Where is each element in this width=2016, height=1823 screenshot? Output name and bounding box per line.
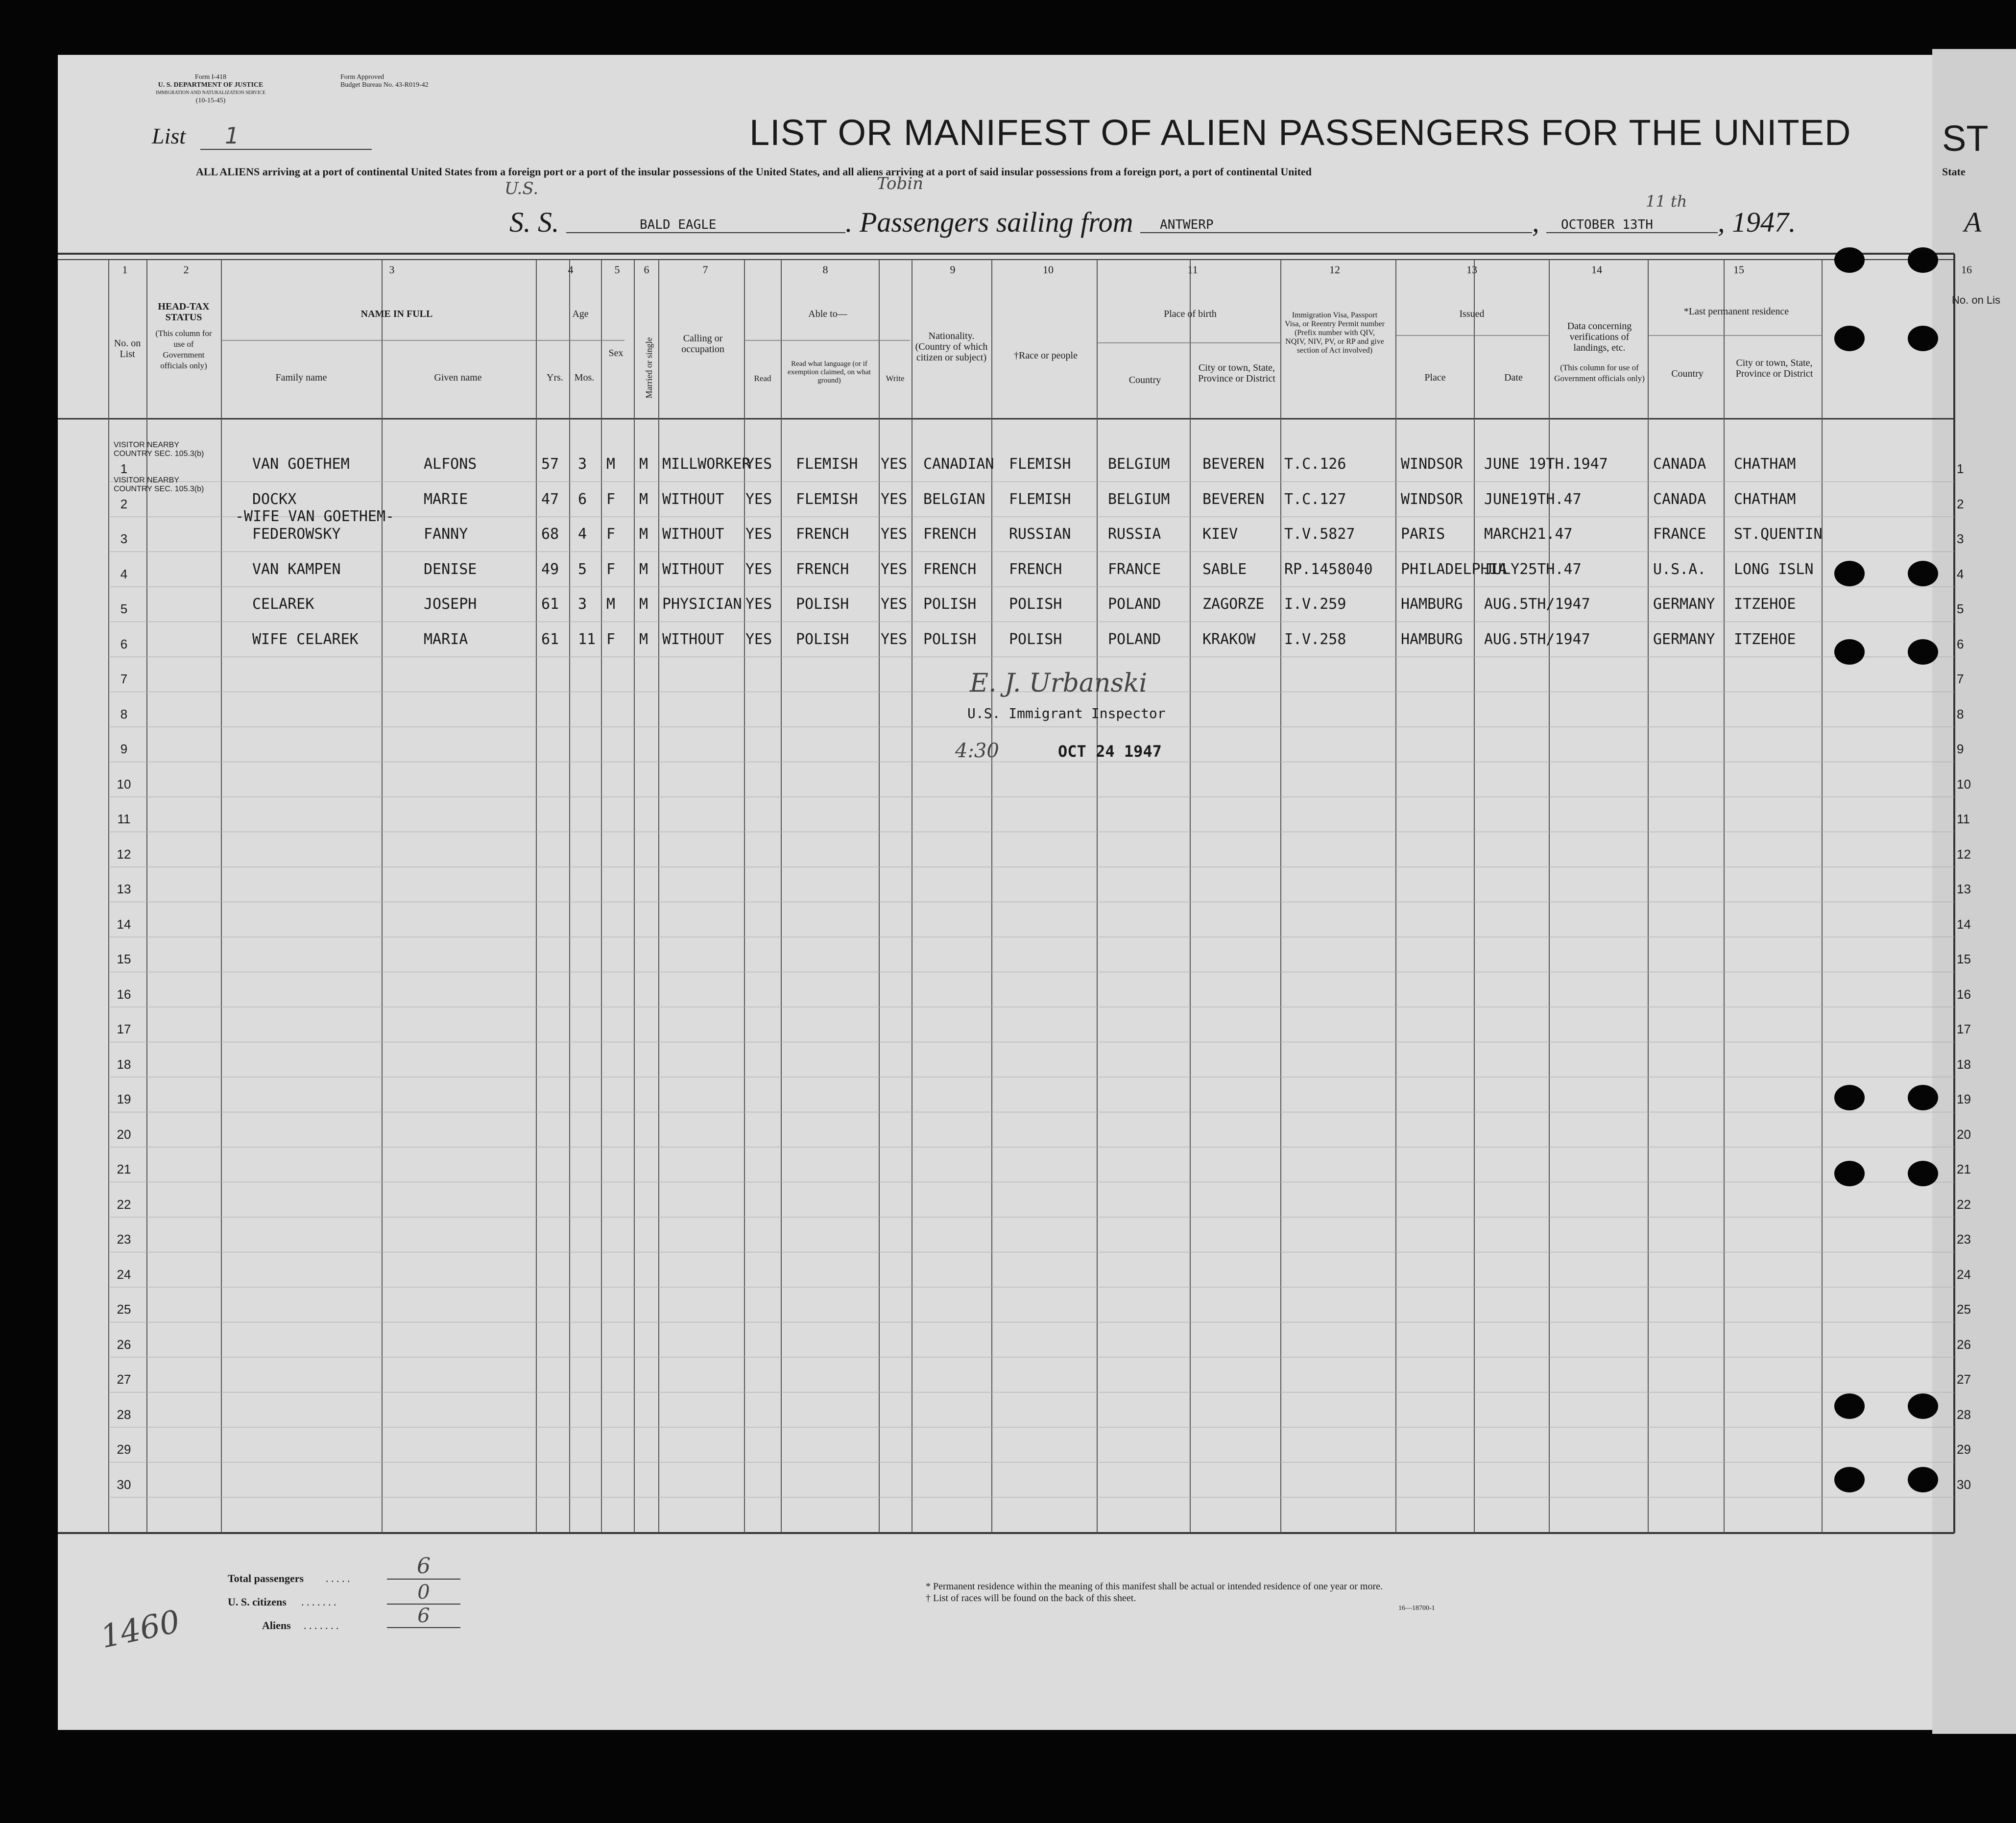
row-number: 13: [117, 882, 131, 896]
row-number-right: 28: [1957, 1407, 1971, 1422]
residence-country: U.S.A.: [1653, 560, 1706, 578]
birth-country: POLAND: [1108, 630, 1161, 648]
row-number-right: 27: [1957, 1372, 1971, 1387]
row-number-right: 9: [1957, 742, 1964, 756]
adjacent-no-on-list: No. on Lis: [1952, 294, 2001, 306]
col-num-12: 12: [1329, 264, 1340, 276]
occupation: WITHOUT: [662, 526, 724, 543]
residence-country: CANADA: [1653, 490, 1706, 508]
row-number: 9: [120, 742, 128, 756]
row-number: 15: [117, 952, 131, 966]
row-number: 3: [120, 531, 128, 546]
visa-number: I.V.259: [1284, 596, 1346, 613]
col-num-2: 2: [183, 264, 189, 276]
nationality: BELGIAN: [923, 490, 985, 508]
list-number: 1: [200, 122, 372, 150]
punch-hole: [1834, 247, 1865, 273]
col-num-14: 14: [1591, 264, 1602, 276]
given-name: MARIA: [424, 630, 468, 648]
col-num-13: 13: [1466, 264, 1477, 276]
hdr-nationality: Nationality. (Country of which citizen or subject): [915, 331, 988, 363]
marital-status: M: [639, 596, 648, 613]
family-name: VAN GOETHEM: [252, 456, 350, 473]
hdr-visa: Immigration Visa, Passport Visa, or Reentry Permit number (Prefix number with QIV, NQIV, NIV, PV, or RP and give section of Act involved): [1285, 311, 1385, 355]
col-num-10: 10: [1043, 264, 1054, 276]
row-number: 29: [117, 1442, 131, 1457]
row-number-right: 4: [1957, 566, 1964, 581]
list-number-line: List 1: [152, 122, 372, 150]
hdr-last-residence: *Last permanent residence: [1683, 306, 1789, 317]
row-number: 5: [120, 601, 128, 616]
hdr-sex: Sex: [608, 348, 624, 359]
race: POLISH: [1009, 596, 1062, 613]
page-title-cut: ST: [1942, 118, 1989, 159]
col-num-15: 15: [1733, 264, 1744, 276]
hdr-name-in-full: NAME IN FULL: [360, 309, 433, 319]
can-write: YES: [881, 560, 908, 578]
hdr-family-name: Family name: [275, 372, 327, 383]
visa-number: T.C.126: [1284, 456, 1346, 473]
read-language: FLEMISH: [796, 490, 858, 508]
row-number: 1: [120, 461, 128, 476]
read-language: FRENCH: [796, 526, 849, 543]
issued-place: PARIS: [1401, 526, 1445, 543]
marital-status: M: [639, 456, 648, 473]
residence-city: ITZEHOE: [1734, 596, 1796, 613]
hdr-res-city: City or town, State, Province or District: [1735, 358, 1813, 379]
hdr-yrs: Yrs.: [547, 372, 563, 383]
occupation: WITHOUT: [662, 560, 724, 578]
hdr-age: Age: [572, 309, 589, 319]
race: RUSSIAN: [1009, 526, 1071, 543]
age-years: 68: [541, 526, 559, 543]
row-number-right: 5: [1957, 601, 1964, 616]
row-number-right: 7: [1957, 672, 1964, 686]
col-num-7: 7: [702, 264, 708, 276]
birth-city: SABLE: [1202, 560, 1247, 578]
issued-date: JUNE19TH.47: [1484, 490, 1582, 508]
hdr-read-language: Read what language (or if exemption claimed, on what ground): [788, 360, 871, 384]
punch-hole: [1834, 1467, 1865, 1492]
head-tax-status: VISITOR NEARBY COUNTRY SEC. 105.3(b): [114, 476, 204, 493]
residence-city: LONG ISLN: [1734, 560, 1814, 578]
family-name: WIFE CELAREK: [252, 630, 359, 648]
occupation: WITHOUT: [662, 630, 724, 648]
col-num-4: 4: [568, 264, 574, 276]
inspector-time: 4:30: [955, 740, 999, 762]
marital-status: M: [639, 560, 648, 578]
hdr-given-name: Given name: [434, 372, 482, 383]
row-number-right: 15: [1957, 952, 1971, 966]
aliens-dots: . . . . . . .: [304, 1619, 339, 1631]
ship-name: BALD EAGLE: [566, 217, 845, 233]
punch-hole: [1834, 561, 1865, 586]
occupation: PHYSICIAN: [662, 596, 742, 613]
hdr-res-country: Country: [1671, 368, 1704, 379]
race: FLEMISH: [1009, 490, 1071, 508]
residence-country: CANADA: [1653, 456, 1706, 473]
row-number: 12: [117, 846, 131, 862]
col-num-16: 16: [1961, 264, 1972, 276]
hdr-verifications: Data concerning verifications of landings, etc.: [1567, 321, 1632, 353]
row-number-right: 22: [1957, 1197, 1971, 1212]
row-number-right: 8: [1957, 706, 1964, 721]
birth-city: BEVEREN: [1202, 490, 1265, 508]
row-number: 11: [117, 812, 131, 826]
col-num-5: 5: [614, 264, 620, 276]
read-language: POLISH: [796, 596, 849, 613]
page-title: LIST OR MANIFEST OF ALIEN PASSENGERS FOR THE UNITED: [749, 112, 1851, 153]
hdr-issued-place: Place: [1424, 372, 1446, 383]
row-number: 27: [117, 1372, 131, 1387]
row-number-right: 3: [1957, 531, 1964, 546]
total-passengers-value: 6: [387, 1554, 460, 1580]
given-name: DENISE: [424, 560, 477, 578]
age-months: 11: [578, 630, 596, 648]
issued-date: AUG.5TH/1947: [1484, 596, 1590, 613]
footnote-races: † List of races will be found on the back of this sheet.: [926, 1593, 1136, 1604]
can-read: YES: [745, 526, 772, 543]
family-name: DOCKX: [252, 490, 297, 508]
row-number: 7: [120, 672, 128, 686]
row-number-right: 2: [1957, 496, 1964, 511]
given-name: FANNY: [424, 526, 468, 543]
departure-port: ANTWERP: [1140, 217, 1532, 233]
race: POLISH: [1009, 630, 1062, 648]
row-number-right: 6: [1957, 636, 1964, 651]
nationality: FRENCH: [923, 560, 977, 578]
row-number: 20: [117, 1127, 131, 1142]
form-identifier: Form I-418 U. S. DEPARTMENT OF JUSTICE IMMIGRATION AND NATURALIZATION SERVICE (10-15-45): [156, 73, 265, 104]
sex: F: [606, 630, 616, 648]
age-years: 47: [541, 490, 559, 508]
can-write: YES: [881, 526, 908, 543]
footnote-code: 16—18700-1: [1398, 1605, 1435, 1612]
can-read: YES: [745, 490, 772, 508]
subtitle: ALL ALIENS arriving at a port of continental United States from a foreign port or a port of the insular possessions of the United States, and all aliens arriving at a port of said insular possessions from a foreign port, a port of continental United: [196, 166, 1312, 178]
hdr-write: Write: [886, 374, 905, 383]
issued-date: JUNE 19TH.1947: [1484, 456, 1608, 473]
residence-city: CHATHAM: [1734, 490, 1796, 508]
given-name: JOSEPH: [424, 596, 477, 613]
issued-date: AUG.5TH/1947: [1484, 630, 1590, 648]
inspection-stamp-date: OCT 24 1947: [1058, 742, 1162, 761]
age-months: 6: [578, 490, 587, 508]
head-tax-status: VISITOR NEARBY COUNTRY SEC. 105.3(b): [114, 441, 204, 458]
row-number-right: 12: [1957, 846, 1971, 862]
us-citizens-value: 0: [387, 1581, 460, 1605]
row-number: 24: [117, 1267, 131, 1282]
row-number: 21: [117, 1162, 131, 1176]
hdr-issued: Issued: [1459, 309, 1485, 319]
sex: F: [606, 560, 616, 578]
issued-place: WINDSOR: [1401, 490, 1463, 508]
can-read: YES: [745, 596, 772, 613]
col-num-11: 11: [1187, 264, 1198, 276]
can-write: YES: [881, 596, 908, 613]
nationality: POLISH: [923, 630, 977, 648]
aliens-label: Aliens: [262, 1619, 291, 1631]
citizens-dots: . . . . . . .: [301, 1596, 336, 1608]
nationality: POLISH: [923, 596, 977, 613]
family-name: VAN KAMPEN: [252, 560, 341, 578]
us-citizens-label: U. S. citizens: [228, 1596, 287, 1608]
hdr-read: Read: [754, 374, 771, 383]
issued-place: HAMBURG: [1401, 596, 1463, 613]
sex: M: [606, 456, 616, 473]
row-number: 2: [120, 496, 128, 511]
row-number-right: 1: [1957, 461, 1964, 476]
aliens-value: 6: [387, 1605, 460, 1628]
issued-place: HAMBURG: [1401, 630, 1463, 648]
can-write: YES: [881, 630, 908, 648]
punch-hole: [1908, 1161, 1938, 1186]
hdr-head-tax: HEAD-TAX STATUS: [158, 301, 210, 323]
occupation: MILLWORKER: [662, 456, 751, 473]
age-years: 49: [541, 560, 559, 578]
birth-country: BELGIUM: [1108, 490, 1170, 508]
birth-country: RUSSIA: [1108, 526, 1161, 543]
residence-city: ST.QUENTIN: [1734, 526, 1823, 543]
punch-hole: [1908, 247, 1938, 273]
visa-number: T.C.127: [1284, 490, 1346, 508]
hdr-able-to: Able to—: [808, 309, 847, 319]
marital-status: M: [639, 630, 648, 648]
age-years: 61: [541, 596, 559, 613]
row-number: 25: [117, 1302, 131, 1317]
race: FLEMISH: [1009, 456, 1071, 473]
hdr-issued-date: Date: [1504, 372, 1523, 383]
row-number-right: 21: [1957, 1162, 1971, 1176]
total-passengers-label: Total passengers: [228, 1572, 304, 1584]
punch-hole: [1908, 561, 1938, 586]
marital-status: M: [639, 526, 648, 543]
col-num-9: 9: [950, 264, 956, 276]
can-read: YES: [745, 560, 772, 578]
row-number-right: 17: [1957, 1022, 1971, 1036]
col-num-3: 3: [389, 264, 395, 276]
row-number-right: 11: [1957, 812, 1970, 826]
age-years: 57: [541, 456, 559, 473]
punch-hole: [1908, 1085, 1938, 1110]
row-number: 16: [117, 986, 131, 1002]
visa-number: T.V.5827: [1284, 526, 1355, 543]
family-name-note: -WIFE VAN GOETHEM-: [235, 508, 395, 525]
family-name: FEDEROWSKY: [252, 526, 341, 543]
hdr-calling: Calling or occupation: [681, 333, 724, 355]
row-number: 23: [117, 1232, 131, 1247]
col-num-1: 1: [122, 264, 128, 276]
age-months: 3: [578, 596, 587, 613]
hdr-verifications-note: (This column for use of Government officials only): [1554, 363, 1645, 383]
residence-city: CHATHAM: [1734, 456, 1796, 473]
sex: M: [606, 596, 616, 613]
date-hand: 11 th: [1646, 192, 1687, 211]
form-approval: Form Approved Budget Bureau No. 43-R019-42: [340, 73, 429, 89]
visa-number: RP.1458040: [1284, 560, 1373, 578]
col-num-6: 6: [644, 264, 649, 276]
hdr-mos: Mos.: [574, 372, 595, 383]
hdr-birth-country: Country: [1128, 375, 1161, 385]
inspector-signature: E. J. Urbanski: [970, 669, 1148, 698]
row-number-right: 25: [1957, 1302, 1971, 1317]
row-number: 4: [120, 566, 128, 581]
row-number: 8: [120, 706, 128, 721]
punch-hole: [1908, 1467, 1938, 1492]
ship-line: S. S. BALD EAGLE . Passengers sailing from ANTWERP , OCTOBER 13TH , 1947.: [509, 206, 1796, 238]
row-number-right: 18: [1957, 1056, 1971, 1072]
birth-city: ZAGORZE: [1202, 596, 1265, 613]
race: FRENCH: [1009, 560, 1062, 578]
row-number-right: 20: [1957, 1127, 1971, 1142]
punch-hole: [1834, 1161, 1865, 1186]
issued-date: JULY25TH.47: [1484, 560, 1582, 578]
visa-number: I.V.258: [1284, 630, 1346, 648]
issued-place: PHILADELPHIA: [1401, 560, 1507, 578]
punch-hole: [1834, 639, 1865, 665]
row-number-right: 24: [1957, 1267, 1971, 1282]
can-read: YES: [745, 456, 772, 473]
punch-hole: [1834, 326, 1865, 351]
age-months: 5: [578, 560, 587, 578]
footnote-residence: * Permanent residence within the meaning of this manifest shall be actual or intended residence of one year or more.: [926, 1581, 1383, 1592]
residence-city: ITZEHOE: [1734, 630, 1796, 648]
occupation: WITHOUT: [662, 490, 724, 508]
margin-number: 1460: [97, 1603, 183, 1656]
punch-hole: [1908, 326, 1938, 351]
punch-hole: [1834, 1393, 1865, 1419]
punch-hole: [1834, 1085, 1865, 1110]
sex: F: [606, 490, 616, 508]
punch-hole: [1908, 1393, 1938, 1419]
marital-status: M: [639, 490, 648, 508]
ship-note: Tobin: [877, 174, 924, 193]
can-write: YES: [881, 490, 908, 508]
row-number: 17: [117, 1022, 131, 1036]
can-read: YES: [745, 630, 772, 648]
row-number-right: 29: [1957, 1442, 1971, 1457]
row-number: 14: [117, 916, 131, 932]
departure-year: 1947.: [1732, 206, 1796, 238]
row-number: 19: [117, 1092, 131, 1106]
ss-prefix: U.S.: [504, 179, 539, 198]
departure-date: OCTOBER 13TH: [1546, 217, 1718, 233]
row-number: 28: [117, 1407, 131, 1422]
hdr-place-of-birth: Place of birth: [1164, 309, 1217, 319]
birth-city: KIEV: [1202, 526, 1238, 543]
nationality: FRENCH: [923, 526, 977, 543]
row-number-right: 19: [1957, 1092, 1971, 1106]
read-language: POLISH: [796, 630, 849, 648]
hdr-head-tax-note: (This column for use of Government officials only): [155, 329, 212, 370]
hdr-race: †Race or people: [1014, 350, 1078, 361]
hdr-no-on-list: No. on List: [114, 338, 141, 360]
punch-hole: [1908, 639, 1938, 665]
birth-country: FRANCE: [1108, 560, 1161, 578]
row-number-right: 14: [1957, 916, 1971, 932]
sex: F: [606, 526, 616, 543]
birth-city: KRAKOW: [1202, 630, 1256, 648]
row-number: 6: [120, 636, 128, 651]
birth-country: BELGIUM: [1108, 456, 1170, 473]
age-years: 61: [541, 630, 559, 648]
birth-country: POLAND: [1108, 596, 1161, 613]
read-language: FRENCH: [796, 560, 849, 578]
hdr-birth-city: City or town, State, Province or District: [1198, 362, 1275, 384]
row-number: 18: [117, 1056, 131, 1072]
row-number: 10: [117, 776, 131, 792]
residence-country: FRANCE: [1653, 526, 1706, 543]
row-number-right: 23: [1957, 1232, 1971, 1247]
birth-city: BEVEREN: [1202, 456, 1265, 473]
issued-date: MARCH21.47: [1484, 526, 1573, 543]
arrive-cut: A: [1964, 206, 1982, 238]
subtitle-cut: State: [1942, 166, 1966, 178]
family-name: CELAREK: [252, 596, 314, 613]
row-number: 26: [117, 1337, 131, 1352]
total-dots: . . . . .: [326, 1572, 350, 1584]
row-number-right: 16: [1957, 986, 1971, 1002]
row-number-right: 10: [1957, 776, 1971, 792]
row-number: 22: [117, 1197, 131, 1212]
inspector-title: U.S. Immigrant Inspector: [967, 705, 1166, 721]
residence-country: GERMANY: [1653, 596, 1715, 613]
col-num-8: 8: [822, 264, 828, 276]
read-language: FLEMISH: [796, 456, 858, 473]
given-name: MARIE: [424, 490, 468, 508]
can-write: YES: [881, 456, 908, 473]
row-number: 30: [117, 1477, 131, 1492]
age-months: 4: [578, 526, 587, 543]
row-number-right: 13: [1957, 882, 1971, 896]
issued-place: WINDSOR: [1401, 456, 1463, 473]
row-number-right: 30: [1957, 1477, 1971, 1492]
hdr-married: Married or single: [644, 337, 654, 399]
residence-country: GERMANY: [1653, 630, 1715, 648]
given-name: ALFONS: [424, 456, 477, 473]
row-number-right: 26: [1957, 1337, 1971, 1352]
nationality: CANADIAN: [923, 456, 994, 473]
age-months: 3: [578, 456, 587, 473]
